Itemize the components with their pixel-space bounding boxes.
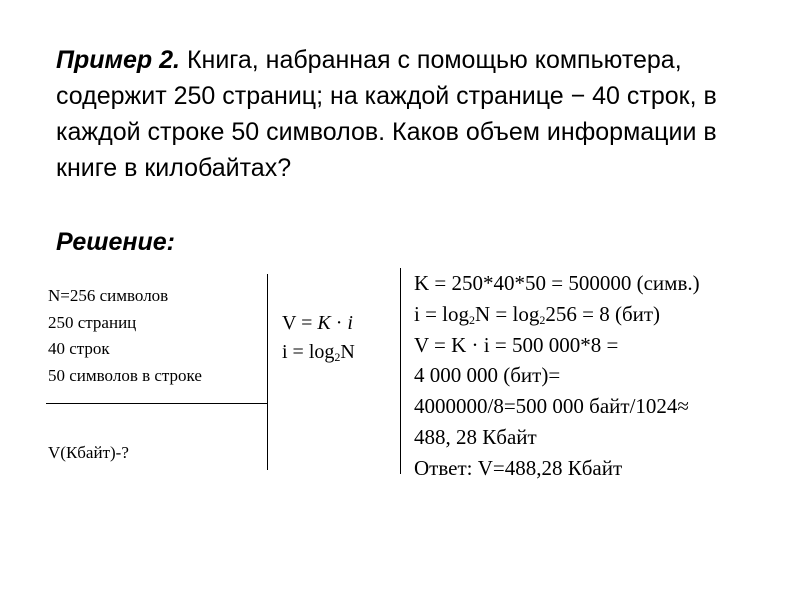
formula-log: $i = \log_2N$ [282,341,355,364]
column-divider-2 [400,268,401,474]
calc-line-k: K = 250*40*50 = 500000 (симв.) [414,271,700,295]
calculation-block [414,268,786,484]
calc-line-i: $i = \log_2N = \log_2256 = 8$ (бит) [414,301,661,327]
given-block [48,283,263,389]
formulas-block [282,309,355,367]
calc-line-bits: 4 000 000 (бит)= [414,363,561,388]
answer-line: Ответ: V=488,28 Кбайт [414,455,623,480]
column-divider-1 [267,274,268,470]
calc-line-kbytes: 488, 28 Кбайт [414,424,537,449]
given-line: 250 страниц [48,312,137,332]
given-line: N=256 символов [48,286,169,305]
given-line: 40 строк [48,339,110,358]
problem-text: Книга, набранная с помощью компьютера, содержит 250 страниц; на каждой странице − 40 строк, в каждой строке 50 символов. Каков объем информации в книге в килобайтах? [56,46,717,182]
problem-statement [56,42,776,186]
formula-volume: V = K · i [282,312,353,334]
given-line: 50 символов в строке [48,365,202,385]
solution-heading: Решение: [56,228,175,256]
example-label: Пример 2. [56,46,180,74]
calc-line-bytes: 4000000/8=500 000 байт/1024≈ [414,394,689,419]
calc-line-v: V = K · i = 500 000*8 = [414,332,619,357]
given-divider-line [46,403,268,404]
unknown-value: V(Кбайт)-? [48,443,129,462]
